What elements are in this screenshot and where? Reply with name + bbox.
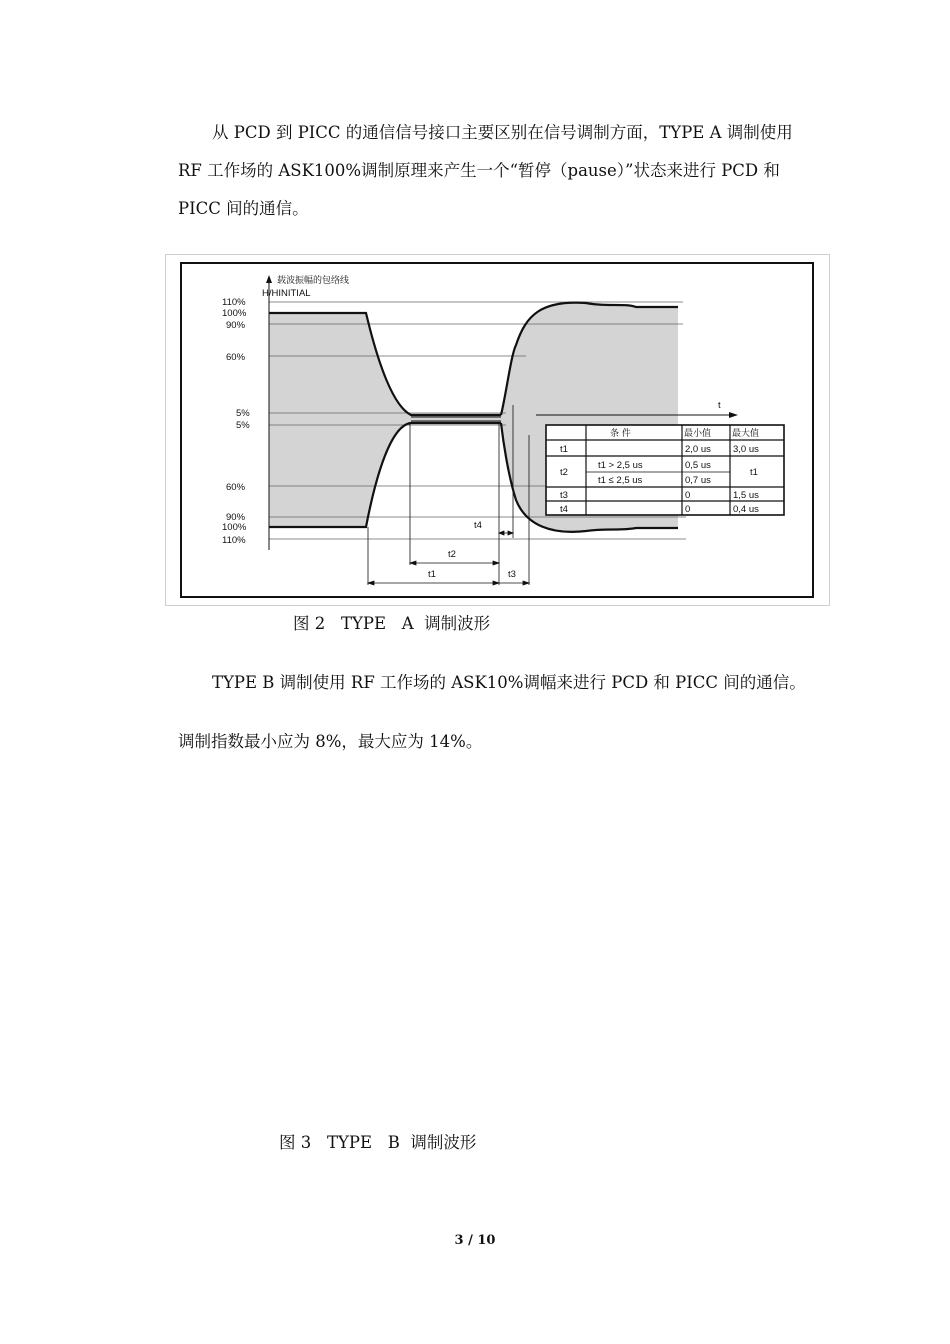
page-number: 3 / 10 bbox=[454, 1233, 496, 1248]
y-tick-label: 5% bbox=[236, 420, 250, 431]
y-tick-label: 60% bbox=[226, 352, 246, 363]
table-cell: 0,5 us bbox=[685, 460, 711, 471]
type-b-paragraph: TYPE B 调制使用 RF 工作场的 ASK10%调幅来进行 PCD 和 PICC 间的通信。 bbox=[212, 673, 806, 692]
table-cell: t1 bbox=[750, 467, 758, 478]
figure-2-caption: 图 2 TYPE A 调制波形 bbox=[293, 614, 491, 633]
t3-label: t3 bbox=[508, 569, 516, 580]
table-row-name: t1 bbox=[560, 444, 568, 455]
table-cell: 0 bbox=[685, 504, 691, 515]
y-tick-label: 110% bbox=[222, 297, 246, 308]
table-header: 条 件 bbox=[610, 429, 631, 439]
t-axis-arrow bbox=[729, 412, 738, 418]
table-row-name: t4 bbox=[560, 504, 568, 515]
type-a-waveform-diagram bbox=[166, 255, 829, 605]
y-tick-label: 5% bbox=[236, 408, 250, 419]
t2-label: t2 bbox=[448, 549, 456, 560]
table-cell: 3,0 us bbox=[733, 444, 759, 455]
table-header: 最小值 bbox=[684, 429, 712, 439]
table-cell: 1,5 us bbox=[733, 490, 759, 501]
t4-label: t4 bbox=[474, 520, 482, 531]
table-row-name: t2 bbox=[560, 467, 568, 478]
y-tick-label: 110% bbox=[222, 535, 246, 546]
table-cell: 2,0 us bbox=[685, 444, 711, 455]
modulation-index-paragraph: 调制指数最小应为 8%，最大应为 14%。 bbox=[178, 732, 483, 751]
y-tick-labels bbox=[222, 297, 250, 546]
y-tick-label: 90% bbox=[226, 512, 246, 523]
table-cell: t1 ≤ 2,5 us bbox=[598, 475, 643, 486]
table-cell: t1 > 2,5 us bbox=[598, 460, 643, 471]
y-axis-subtitle: H/HINITIAL bbox=[262, 288, 311, 299]
table-row-name: t3 bbox=[560, 490, 568, 501]
intro-paragraph: 从 PCD 到 PICC 的通信信号接口主要区别在信号调制方面，TYPE A 调制使用 RF 工作场的 ASK100%调制原理来产生一个“暂停（pause）”状态来进行 PCD 和 PICC 间的通信。 bbox=[178, 123, 793, 218]
figure-type-a-waveform bbox=[165, 254, 830, 606]
table-header: 最大值 bbox=[732, 429, 760, 439]
t-axis-label: t bbox=[718, 400, 721, 411]
table-cell: 0 bbox=[685, 490, 691, 501]
table-cell: 0,4 us bbox=[733, 504, 759, 515]
y-axis-title: 载波振幅的包络线 bbox=[277, 276, 350, 286]
y-tick-label: 100% bbox=[222, 308, 247, 319]
t1-label: t1 bbox=[428, 569, 436, 580]
y-tick-label: 90% bbox=[226, 320, 246, 331]
y-tick-label: 100% bbox=[222, 522, 247, 533]
table-cell: 0,7 us bbox=[685, 475, 711, 486]
figure-3-caption: 图 3 TYPE B 调制波形 bbox=[279, 1133, 477, 1152]
timing-table bbox=[546, 425, 784, 515]
y-axis-arrow bbox=[266, 275, 272, 283]
y-tick-label: 60% bbox=[226, 482, 246, 493]
